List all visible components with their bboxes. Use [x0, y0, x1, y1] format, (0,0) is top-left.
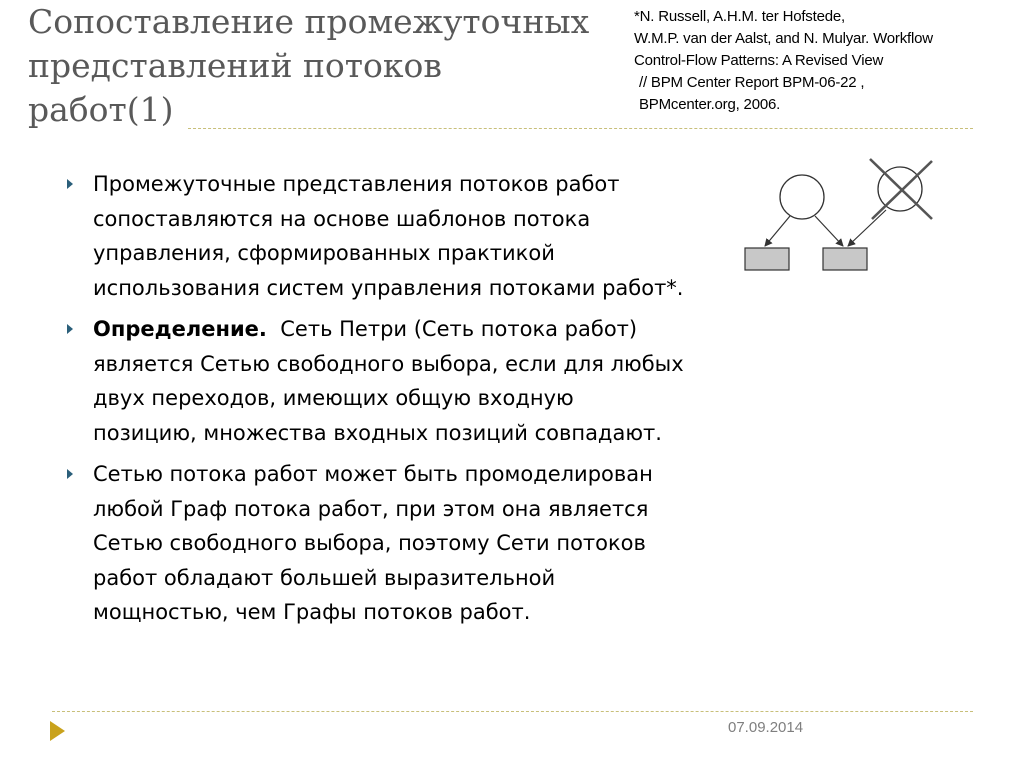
- transition-box: [745, 248, 789, 270]
- reference-line: BPMcenter.org, 2006.: [639, 96, 781, 113]
- bullet-text-line: работ обладают большей выразительной: [93, 565, 556, 590]
- footer-date: 07.09.2014: [728, 719, 804, 736]
- bullet-text-line: позицию, множества входных позиций совпадают.: [93, 420, 662, 445]
- reference-citation: [634, 6, 1019, 116]
- title-line: Сопоставление промежуточных: [28, 2, 590, 41]
- bullet-text-line: [93, 312, 744, 347]
- reference-line: *N. Russell, A.H.M. ter Hofstede,: [634, 8, 845, 25]
- bullet-arrow-icon: [67, 469, 73, 479]
- bullet-item: [64, 457, 744, 630]
- reference-line: Control-Flow Patterns: A Revised View: [634, 52, 884, 69]
- footer-divider: [52, 711, 973, 712]
- reference-line: // BPM Center Report BPM-06-22 ,: [639, 74, 865, 91]
- bullet-text-line: использования систем управления потоками работ*.: [93, 275, 684, 300]
- bullet-text-line: управления, сформированных практикой: [93, 241, 555, 265]
- title-line: представлений потоков: [28, 46, 442, 85]
- place-circle: [780, 175, 824, 219]
- arc-arrow: [848, 210, 886, 246]
- slide-title: [28, 0, 648, 132]
- bullet-text-line: любой Граф потока работ, при этом она является: [93, 496, 649, 521]
- arc-arrow: [815, 216, 843, 246]
- bullet-arrow-icon: [67, 179, 73, 189]
- transition-box: [823, 248, 867, 270]
- bullet-text-line: двух переходов, имеющих общую входную: [93, 386, 574, 410]
- footer-arrow-icon: [50, 721, 65, 741]
- bullet-text-line: Сетью свободного выбора, поэтому Сети потоков: [93, 531, 646, 555]
- reference-line: W.M.P. van der Aalst, and N. Mulyar. Workflow: [634, 30, 933, 47]
- bullet-item: [64, 167, 744, 305]
- bullet-list: [64, 167, 744, 637]
- arc-arrow: [765, 216, 790, 246]
- free-choice-net-diagram: [740, 155, 940, 280]
- definition-term: Определение.: [93, 317, 267, 341]
- bullet-text-line: Промежуточные представления потоков работ: [93, 172, 620, 196]
- bullet-text-line: является Сетью свободного выбора, если для любых: [93, 351, 684, 376]
- definition-text: Сеть Петри (Сеть потока работ): [266, 317, 638, 341]
- bullet-text-line: мощностью, чем Графы потоков работ.: [93, 600, 531, 624]
- bullet-item: [64, 312, 744, 450]
- title-divider: [188, 128, 973, 129]
- title-line: работ(1): [28, 90, 174, 129]
- bullet-text-line: сопоставляются на основе шаблонов потока: [93, 206, 591, 231]
- bullet-text-line: Сетью потока работ может быть промоделирован: [93, 462, 653, 486]
- bullet-arrow-icon: [67, 324, 73, 334]
